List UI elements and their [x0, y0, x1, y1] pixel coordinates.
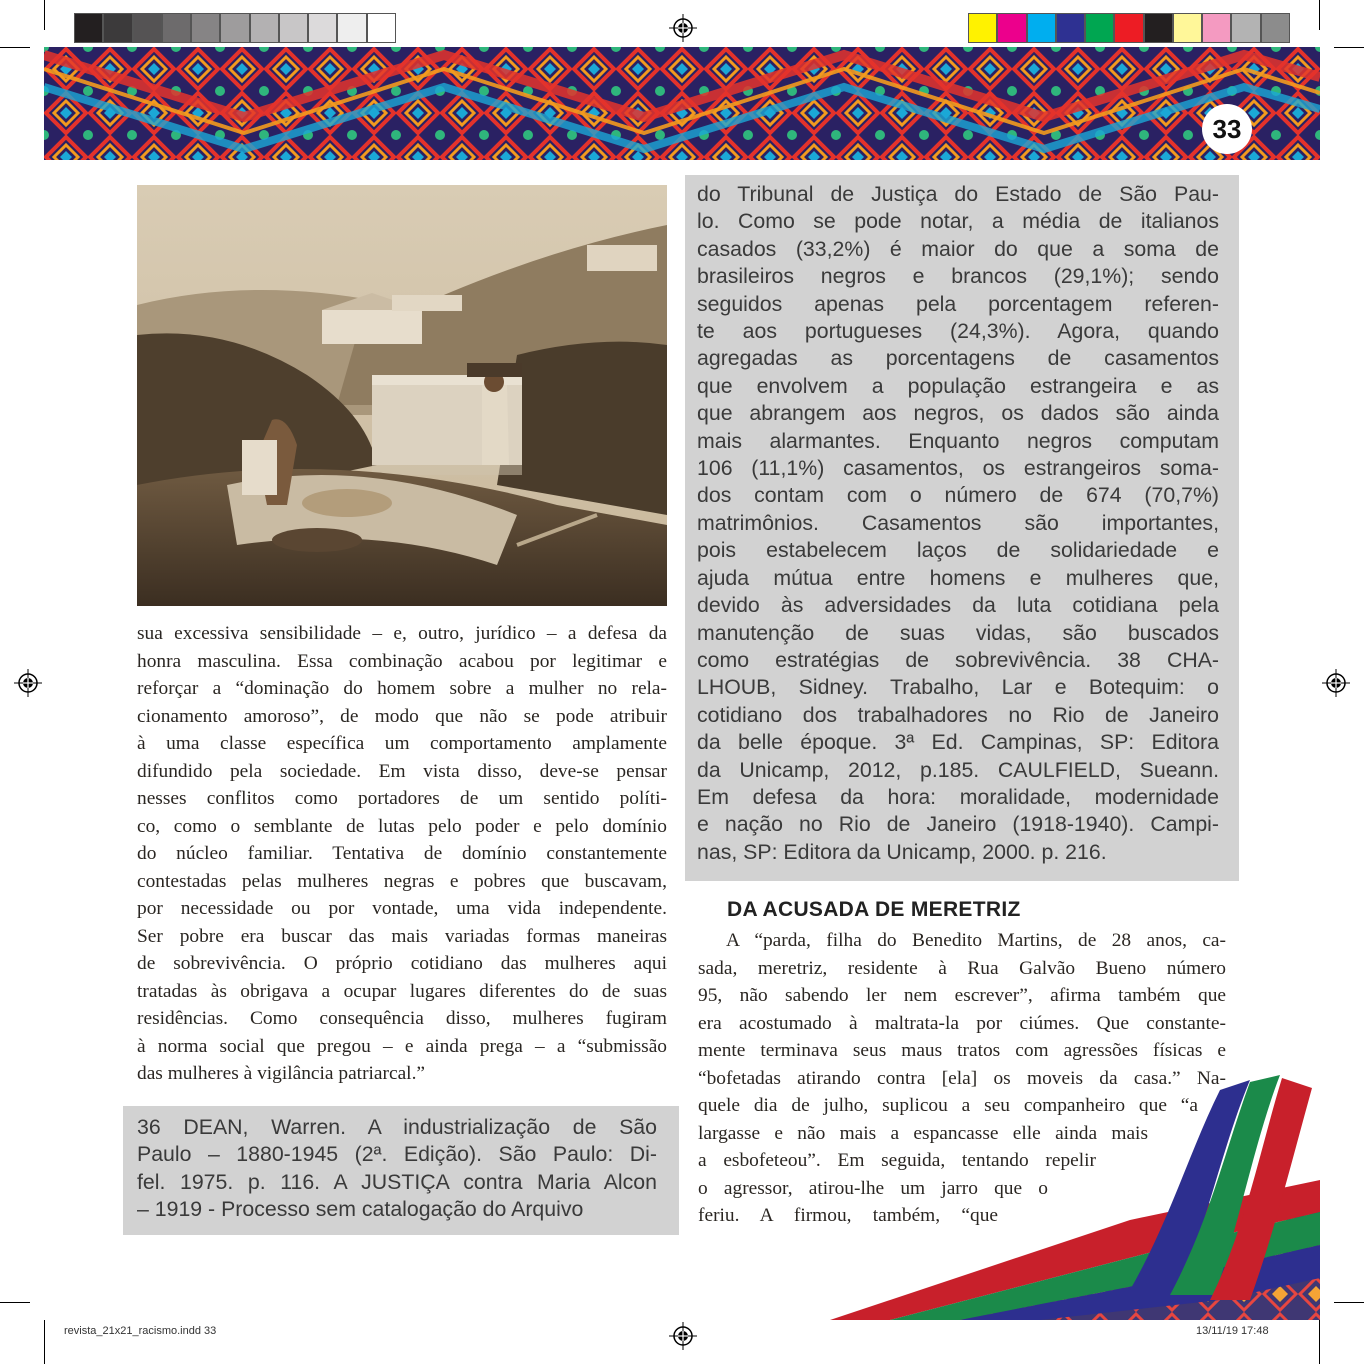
text-line: a esbofeteou”. Em seguida, tentando repelir: [698, 1150, 1096, 1171]
text-line: sada, meretriz, residente à Rua Galvão Bueno número: [698, 957, 1226, 979]
text-line: quele dia de julho, suplicou a seu companheiro que “a: [698, 1095, 1198, 1116]
text-line: lo. Como se pode notar, a média de italianos: [697, 209, 1219, 234]
text-line: e nação no Rio de Janeiro (1918-1940). Campi-: [697, 812, 1219, 837]
color-swatch: [162, 13, 191, 43]
text-line: de sobrevivência. O próprio cotidiano das mulheres aqui: [137, 953, 667, 974]
registration-mark-icon: [669, 14, 697, 42]
crop-mark: [1334, 47, 1364, 48]
text-line: pois estabelecem laços de solidariedade e: [697, 538, 1219, 563]
text-line: fel. 1975. p. 116. A JUSTIÇA contra Maria Alcon: [137, 1169, 657, 1194]
decorative-header-band: [44, 47, 1320, 160]
text-line: era acostumado à maltrata-la por ciúmes. Que constante-: [698, 1012, 1226, 1034]
text-line: Ser pobre era buscar das mais variadas formas maneiras: [137, 925, 667, 947]
text-line: 36 DEAN, Warren. A industrialização de São: [137, 1115, 657, 1139]
section-heading: DA ACUSADA DE MERETRIZ: [727, 898, 1021, 921]
color-swatch: [133, 13, 162, 43]
registration-mark-icon: [14, 669, 42, 697]
registration-mark-icon: [669, 1322, 697, 1350]
color-swatch: [968, 13, 997, 43]
text-line: nesses conflitos como portadores de um sentido políti-: [137, 788, 667, 809]
text-line: contestadas pelas mulheres negras e pobres que buscavam,: [137, 870, 667, 892]
crop-mark: [0, 1302, 30, 1303]
text-line: te aos portugueses (24,3%). Agora, quando: [697, 319, 1219, 344]
text-line: cotidiano dos trabalhadores no Rio de Janeiro: [697, 702, 1219, 727]
text-line: honra masculina. Essa combinação acabou por legitimar e: [137, 650, 667, 672]
color-swatch: [1027, 13, 1056, 43]
crop-mark: [1334, 1302, 1364, 1303]
color-swatch: [250, 13, 279, 43]
text-line: matrimônios. Casamentos são importantes,: [697, 510, 1219, 535]
process-color-bar: [968, 13, 1290, 43]
text-line: 95, não sabendo ler nem escrever”, afirma também que: [698, 985, 1226, 1006]
decorative-ribbon: [830, 1060, 1320, 1320]
text-line: da belle époque. 3ª Ed. Campinas, SP: Editora: [697, 730, 1219, 755]
color-swatch: [308, 13, 337, 43]
file-slug: revista_21x21_racismo.indd 33: [64, 1325, 217, 1337]
crop-mark: [1319, 0, 1320, 30]
text-line: residências. Como consequência disso, mulheres fugiram: [137, 1008, 667, 1029]
color-swatch: [103, 13, 132, 43]
text-line: sua excessiva sensibilidade – e, outro, jurídico – a defesa da: [137, 623, 667, 644]
color-swatch: [1231, 13, 1260, 43]
text-line: LHOUB, Sidney. Trabalho, Lar e Botequim: o: [697, 675, 1219, 700]
text-line: devido às adversidades da luta cotidiana pela: [697, 593, 1219, 618]
text-line: que abrangem aos negros, os dados são ainda: [697, 401, 1219, 426]
registration-mark-icon: [1322, 669, 1350, 697]
color-swatch: [1144, 13, 1173, 43]
footnote-36-text: [137, 1114, 657, 1224]
color-swatch: [1056, 13, 1085, 43]
text-line: à uma classe específica um comportamento amplamente: [137, 733, 667, 754]
text-line: do núcleo familiar. Tentativa de domínio constantemente: [137, 843, 667, 864]
crop-mark: [1319, 1320, 1320, 1364]
text-line: “bofetadas atirando contra [ela] os moveis da casa.” Na-: [698, 1067, 1226, 1089]
crop-mark: [0, 47, 30, 48]
color-swatch: [337, 13, 366, 43]
crop-mark: [44, 0, 45, 30]
text-line: casados (33,2%) é maior do que a soma de: [697, 236, 1219, 261]
text-line: das mulheres à vigilância patriarcal.”: [137, 1063, 426, 1084]
color-swatch: [191, 13, 220, 43]
text-line: Em defesa da hora: moralidade, modernidade: [697, 784, 1219, 809]
body-text-left-column: [137, 620, 667, 1088]
color-swatch: [367, 13, 396, 43]
color-swatch: [997, 13, 1026, 43]
text-line: agregadas as porcentagens de casamentos: [697, 346, 1219, 371]
text-line: do Tribunal de Justiça do Estado de São Pau-: [697, 182, 1219, 206]
grayscale-color-bar: [74, 13, 396, 43]
text-line: seguidos apenas pela porcentagem referen-: [697, 291, 1219, 316]
text-line: co, como o semblante de lutas pelo poder e pelo domínio: [137, 815, 667, 837]
color-swatch: [279, 13, 308, 43]
text-line: mente terminava seus maus tratos com agressões físicas e: [698, 1040, 1226, 1061]
color-swatch: [74, 13, 103, 43]
text-line: nas, SP: Editora da Unicamp, 2000. p. 216.: [697, 839, 1107, 864]
text-line: A “parda, filha do Benedito Martins, de 28 anos, ca-: [726, 930, 1226, 951]
text-line: largasse e não mais a espancasse elle ainda mais: [698, 1122, 1148, 1144]
text-line: que envolvem a população estrangeira e as: [697, 373, 1219, 398]
color-swatch: [1202, 13, 1231, 43]
color-swatch: [220, 13, 249, 43]
color-swatch: [1173, 13, 1202, 43]
text-line: ajuda mútua entre homens e mulheres que,: [697, 565, 1219, 590]
footnote-continuation-text: [697, 181, 1219, 866]
color-swatch: [1261, 13, 1290, 43]
crop-mark: [44, 1320, 45, 1364]
text-line: dos contam com o número de 674 (70,7%): [697, 483, 1219, 508]
text-line: feriu. A firmou, também, “que: [698, 1205, 998, 1226]
text-line: cionamento amoroso”, de modo que não se pode atribuir: [137, 705, 667, 727]
page-number: 33: [1202, 104, 1252, 154]
text-line: – 1919 - Processo sem catalogação do Arquivo: [137, 1197, 584, 1222]
sepia-photograph: [137, 185, 667, 606]
color-swatch: [1085, 13, 1114, 43]
color-swatch: [1114, 13, 1143, 43]
text-line: à norma social que pregou – e ainda prega – a “submissão: [137, 1035, 667, 1057]
text-line: o agressor, atirou-lhe um jarro que o: [698, 1177, 1048, 1199]
text-line: 106 (11,1%) casamentos, os estrangeiros soma-: [697, 456, 1219, 481]
text-line: brasileiros negros e brancos (29,1%); sendo: [697, 264, 1219, 289]
text-line: reforçar a “dominação do homem sobre a mulher no rela-: [137, 678, 667, 699]
text-line: como estratégias de sobrevivência. 38 CHA-: [697, 647, 1219, 672]
text-line: Paulo – 1880-1945 (2ª. Edição). São Paulo: Di-: [137, 1142, 657, 1167]
text-line: manutenção de suas vidas, são buscados: [697, 620, 1219, 645]
date-slug: 13/11/19 17:48: [1196, 1325, 1269, 1337]
text-line: da Unicamp, 2012, p.185. CAULFIELD, Sueann.: [697, 757, 1219, 782]
text-line: por necessidade ou por vontade, uma vida independente.: [137, 898, 667, 919]
text-line: difundido pela sociedade. Em vista disso, deve-se pensar: [137, 760, 667, 782]
text-line: mais alarmantes. Enquanto negros computam: [697, 428, 1219, 453]
text-line: tratadas às obrigava a ocupar lugares diferentes do de suas: [137, 980, 667, 1002]
